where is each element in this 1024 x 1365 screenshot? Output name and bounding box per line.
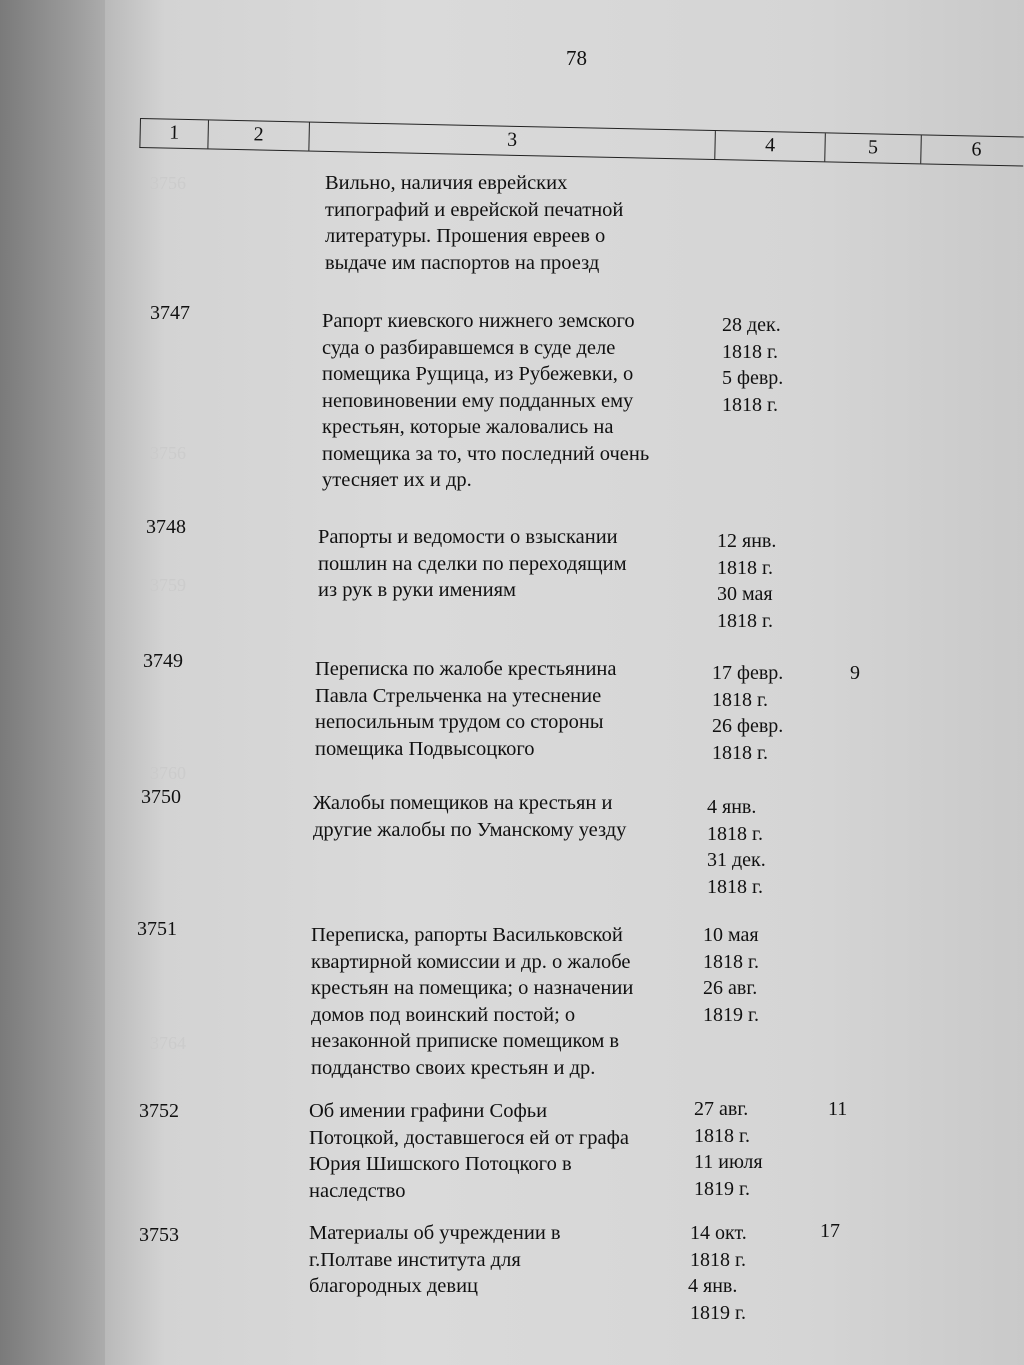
description-line: неповиновении ему подданных ему	[322, 389, 634, 412]
description-line: Об имении графини Софьи	[309, 1100, 548, 1122]
description-line: типографий и еврейской печатной	[325, 198, 624, 221]
entry-number: 3752	[139, 1100, 179, 1122]
description-line: домов под воинский постой; о	[311, 1003, 576, 1026]
entry-dates	[722, 312, 783, 418]
date-line: 4 янв.	[688, 1275, 738, 1297]
date-line: 17 февр.	[712, 662, 784, 684]
description-line: крестьян на помещика; о назначении	[311, 977, 634, 999]
date-line: 1818 г.	[703, 950, 759, 973]
description-line: другие жалобы по Уманскому уезду	[313, 818, 627, 841]
date-line: 28 дек.	[722, 314, 781, 336]
entry-description	[309, 1098, 629, 1204]
date-line: 1818 г.	[694, 1124, 750, 1147]
description-line: Рапорты и ведомости о взыскании	[318, 526, 618, 548]
show-through-text: 3760	[150, 763, 186, 783]
show-through-text: 3756	[150, 443, 186, 463]
entry-dates	[712, 660, 783, 766]
entry-description	[318, 524, 627, 604]
date-line: 1818 г.	[707, 875, 763, 898]
column-header-6: 6	[971, 138, 982, 161]
entry-dates	[694, 1096, 763, 1202]
date-line: 30 мая	[717, 583, 773, 605]
description-line: г.Полтаве института для	[309, 1248, 521, 1271]
page-number: 78	[566, 46, 587, 70]
description-line: суда о разбиравшемся в суде деле	[322, 336, 616, 359]
column-header-5: 5	[825, 133, 922, 163]
entry-description	[322, 308, 649, 494]
description-line: благородных девиц	[309, 1275, 479, 1297]
date-line: 1818 г.	[717, 609, 773, 632]
entry-number: 3749	[143, 650, 183, 672]
description-line: помещика Рущица, из Рубежевки, о	[322, 363, 634, 385]
show-through-text: 3764	[150, 1033, 186, 1053]
description-line: Потоцкой, доставшегося ей от графа	[309, 1126, 629, 1149]
description-line: Материалы об учреждении в	[309, 1222, 561, 1244]
date-line: 1819 г.	[703, 1003, 759, 1026]
date-line: 1818 г.	[690, 1248, 746, 1271]
description-line: наследство	[309, 1179, 406, 1202]
entry-dates	[707, 794, 766, 900]
description-line: из рук в руки имениям	[318, 579, 516, 601]
entry-number: 3748	[146, 516, 186, 538]
description-line: Жалобы помещиков на крестьян и	[313, 792, 613, 814]
date-line: 4 янв.	[707, 796, 757, 818]
date-line: 14 окт.	[690, 1222, 747, 1244]
entry-sheets: 11	[828, 1098, 848, 1120]
description-line: Вильно, наличия еврейских	[325, 172, 568, 194]
date-line: 11 июля	[694, 1151, 763, 1173]
entry-number: 3750	[141, 786, 181, 808]
description-line: Павла Стрельченка на утеснение	[315, 684, 602, 707]
date-line: 27 авг.	[694, 1098, 749, 1120]
description-line: выдаче им паспортов на проезд	[325, 251, 600, 274]
date-line: 12 янв.	[717, 530, 777, 552]
description-line: подданство своих крестьян и др.	[311, 1056, 596, 1079]
entry-description	[311, 922, 633, 1081]
date-line: 5 февр.	[722, 367, 784, 389]
date-line: 1818 г.	[712, 741, 768, 764]
entry-sheets: 17	[820, 1220, 840, 1242]
entry-dates	[717, 528, 776, 634]
date-line: 31 дек.	[707, 849, 766, 871]
entry-number: 3747	[150, 302, 190, 324]
description-line: Переписка, рапорты Васильковской	[311, 924, 623, 946]
description-line: незаконной приписке помещиком в	[311, 1030, 620, 1052]
column-header-1: 1	[140, 119, 209, 148]
entry-description	[309, 1220, 561, 1300]
description-line: Переписка по жалобе крестьянина	[315, 658, 617, 680]
description-line: Юрия Шишского Потоцкого в	[309, 1153, 572, 1175]
date-line: 26 авг.	[703, 977, 758, 999]
date-line: 1819 г.	[690, 1301, 746, 1324]
description-line: Рапорт киевского нижнего земского	[322, 310, 635, 332]
description-line: утесняет их и др.	[322, 469, 472, 491]
entry-description	[315, 656, 616, 762]
column-header-4: 4	[715, 131, 826, 161]
entry-dates	[703, 922, 759, 1028]
show-through-text: 3759	[150, 575, 186, 595]
description-line: пошлин на сделки по переходящим	[318, 552, 627, 575]
continuation-description	[325, 170, 623, 276]
column-header-2: 2	[208, 120, 310, 150]
description-line: непосильным трудом со стороны	[315, 711, 604, 733]
date-line: 1818 г.	[722, 340, 778, 363]
entry-dates	[688, 1220, 747, 1326]
description-line: помещика Подвысоцкого	[315, 737, 535, 760]
date-line: 1818 г.	[712, 688, 768, 711]
date-line: 1819 г.	[694, 1177, 750, 1200]
entry-number: 3751	[137, 918, 177, 940]
description-line: литературы. Прошения евреев о	[325, 225, 606, 247]
show-through-text: 3756	[150, 173, 186, 193]
date-line: 26 февр.	[712, 715, 784, 737]
date-line: 1818 г.	[707, 822, 763, 845]
column-header-3: 3	[309, 123, 715, 159]
description-line: квартирной комиссии и др. о жалобе	[311, 950, 631, 973]
description-line: крестьян, которые жаловались на	[322, 416, 614, 438]
date-line: 10 мая	[703, 924, 759, 946]
date-line: 1818 г.	[722, 393, 778, 416]
entry-sheets: 9	[850, 662, 860, 684]
description-line: помещика за то, что последний очень	[322, 442, 650, 465]
book-spine-shadow	[0, 0, 105, 1365]
date-line: 1818 г.	[717, 556, 773, 579]
entry-number: 3753	[139, 1224, 179, 1246]
entry-description	[313, 790, 626, 843]
